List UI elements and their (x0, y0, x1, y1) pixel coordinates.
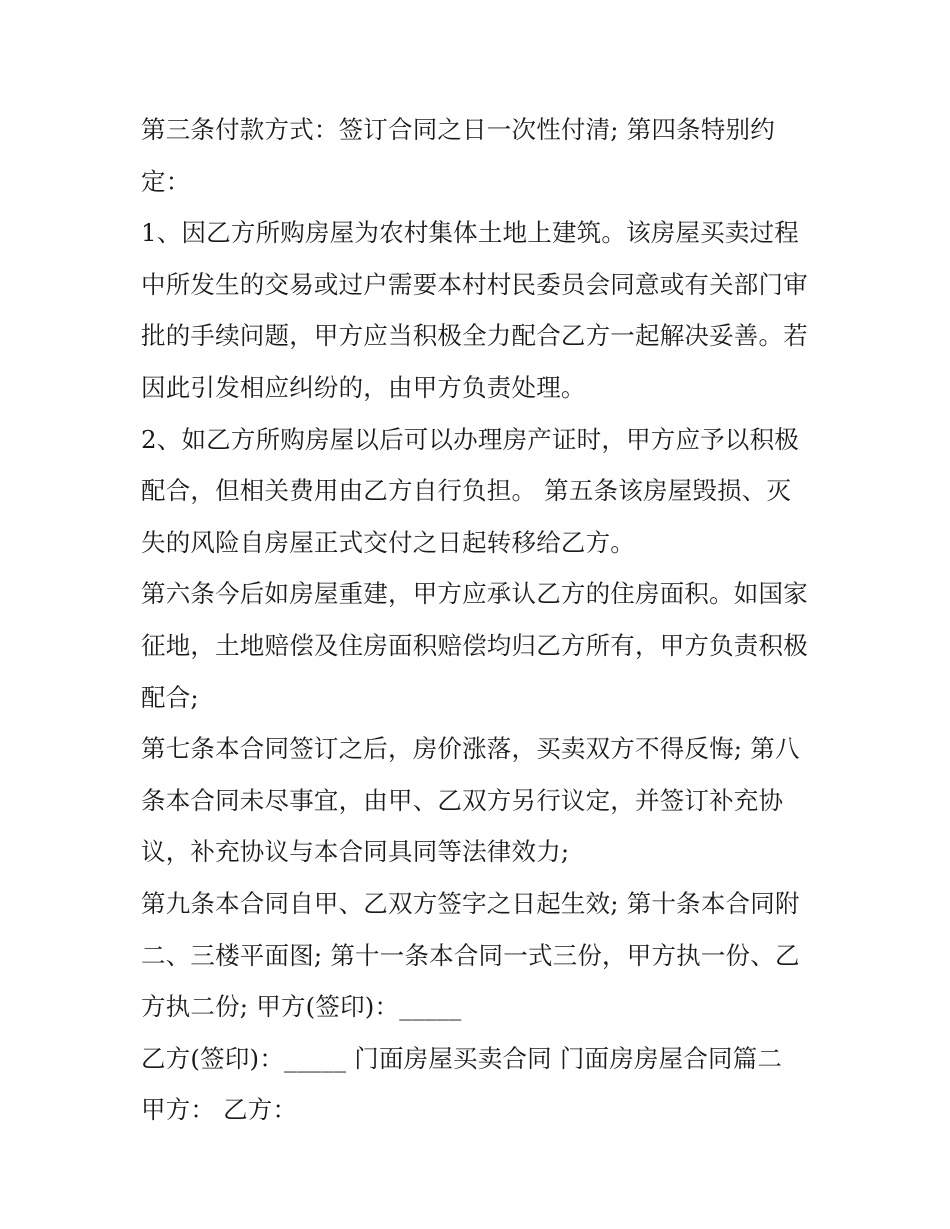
clause-4-item-2: 2、如乙方所购房屋以后可以办理房产证时，甲方应予以积极配合，但相关费用由乙方自行负担。 第五条该房屋毁损、灭失的风险自房屋正式交付之日起转移给乙方。 (141, 424, 799, 557)
party-b-signature-line: 乙方(签印)：_____ 门面房屋买卖合同 门面房房屋合同篇二 (141, 1043, 783, 1073)
parties-header: 甲方： 乙方： (141, 1095, 298, 1125)
clause-4-item-1: 1、因乙方所购房屋为农村集体土地上建筑。该房屋买卖过程中所发生的交易或过户需要本村村民委员会同意或有关部门审批的手续问题，甲方应当积极全力配合乙方一起解决妥善。若因此引发相应纠纷的，由甲方负责处理。 (141, 218, 808, 402)
clause-9-11: 第九条本合同自甲、乙双方签字之日起生效; 第十条本合同附二、三楼平面图; 第十一条本合同一式三份，甲方执一份、乙方执二份; 甲方(签印)：_____ (141, 888, 800, 1022)
clause-7-8: 第七条本合同签订之后，房价涨落，买卖双方不得反悔; 第八条本合同未尽事宜，由甲、乙双方另行议定，并签订补充协议，补充协议与本合同具同等法律效力; (141, 734, 800, 867)
document-body (141, 104, 813, 1136)
clause-6-rebuild: 第六条今后如房屋重建，甲方应承认乙方的住房面积。如国家征地，土地赔偿及住房面积赔偿均归乙方所有，甲方负责积极配合; (141, 579, 808, 712)
clause-3-payment: 第三条付款方式：签订合同之日一次性付清; 第四条特别约定： (141, 115, 775, 196)
